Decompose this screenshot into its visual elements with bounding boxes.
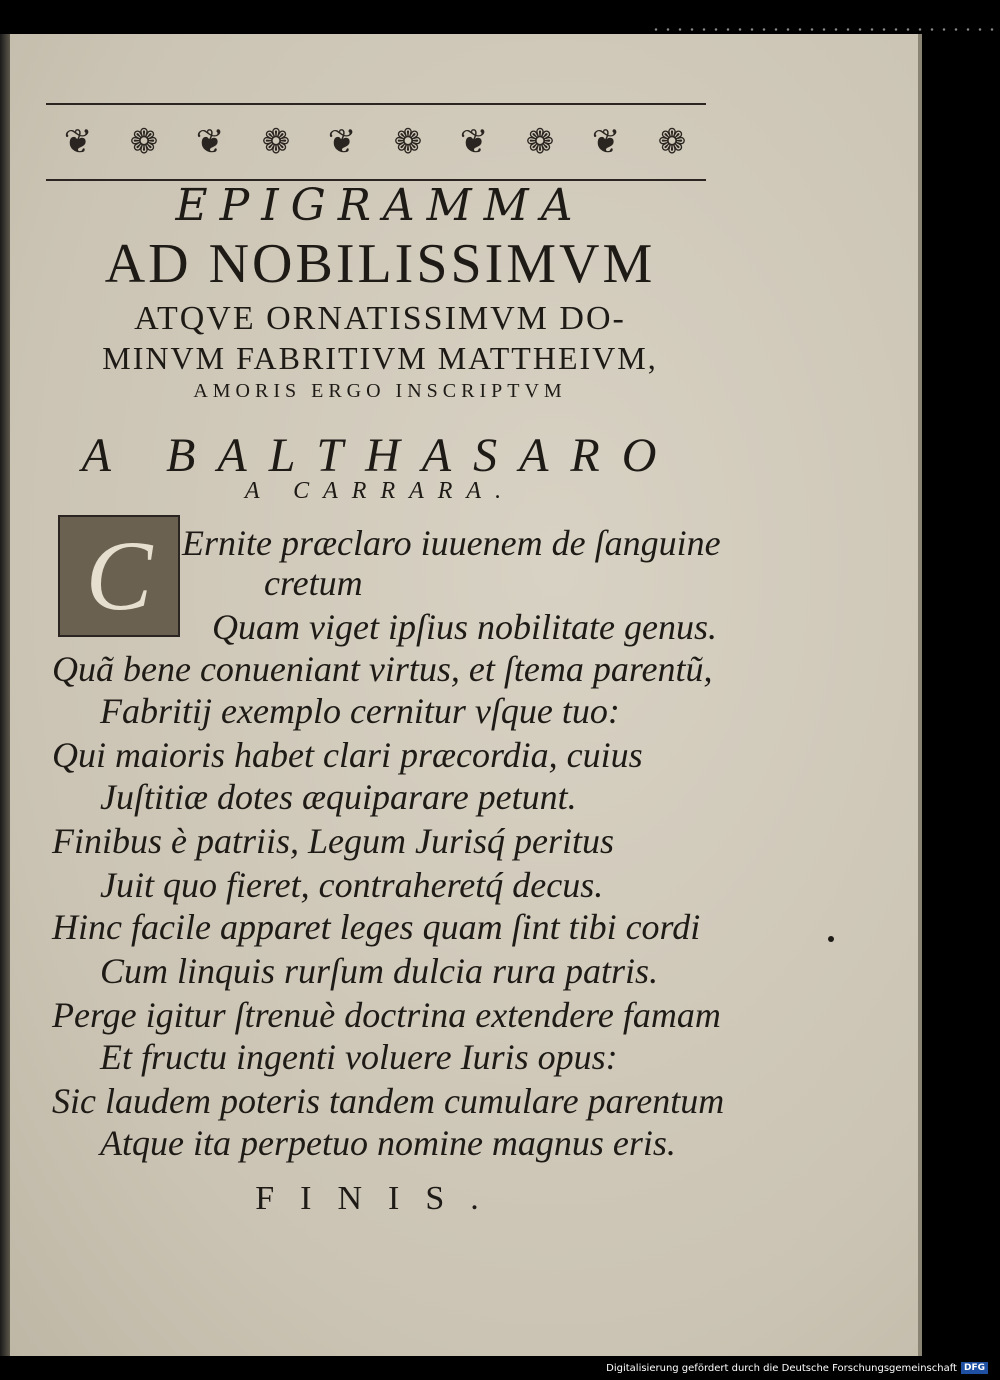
verse-line: Quam viget ipſius nobilitate genus. [212, 607, 717, 647]
finis-closing: FINIS. [255, 1180, 505, 1217]
decorated-initial [58, 515, 180, 637]
verse-line: Juſtitiæ dotes æquiparare petunt. [100, 777, 577, 817]
title-line-3: ATQVE ORNATISSIMVM DO- [134, 300, 626, 337]
verse-line: Quã bene conueniant virtus, et ſtema parentũ, [52, 649, 713, 689]
verse-line: Finibus è patriis, Legum Jurisq́ peritus [52, 821, 615, 861]
verse-line: Sic laudem poteris tandem cumulare parentum [52, 1081, 725, 1121]
verse-line: Juit quo fieret, contraheretq́ decus. [100, 865, 604, 905]
verse-line: Perge igitur ſtrenuè doctrina extendere famam [52, 995, 721, 1035]
title-epigramma: EPIGRAMMA [175, 180, 585, 231]
verse-line: Ernite præclaro iuuenem de ſanguine [182, 523, 721, 563]
author-name: A BALTHASARO [81, 429, 679, 482]
verse-line: Hinc facile apparet leges quam ſint tibi cordi [52, 907, 701, 947]
decorative-headpiece: ❦ ❁ ❦ ❁ ❦ ❁ ❦ ❁ ❦ ❁ [46, 103, 706, 181]
dfg-logo: DFG [961, 1362, 988, 1374]
title-line-4: MINVM FABRITIVM MATTHEIVM, [102, 340, 658, 376]
verse-line: Cum linquis rurſum dulcia rura patris. [100, 951, 659, 991]
verse-line: Atque ita perpetuo nomine magnus eris. [100, 1123, 676, 1163]
verse-line: Et fructu ingenti voluere Iuris opus: [100, 1037, 618, 1077]
initial-letter: C [85, 520, 153, 631]
verse-line: Fabritij exemplo cernitur vſque tuo: [100, 691, 620, 731]
credit-text: Digitalisierung gefördert durch die Deutsche Forschungsgemeinschaft [606, 1362, 957, 1374]
digitization-credit [606, 1362, 988, 1374]
ink-speck [828, 936, 834, 942]
scan-border-dots [650, 28, 1000, 31]
title-line-5: AMORIS ERGO INSCRIPTVM [193, 380, 567, 402]
title-line-2: AD NOBILISSIMVM [104, 233, 656, 295]
author-place: A CARRARA. [244, 478, 516, 504]
verse-line: cretum [264, 563, 363, 603]
verse-line: Qui maioris habet clari præcordia, cuius [52, 735, 643, 775]
page-edge [918, 34, 922, 1356]
